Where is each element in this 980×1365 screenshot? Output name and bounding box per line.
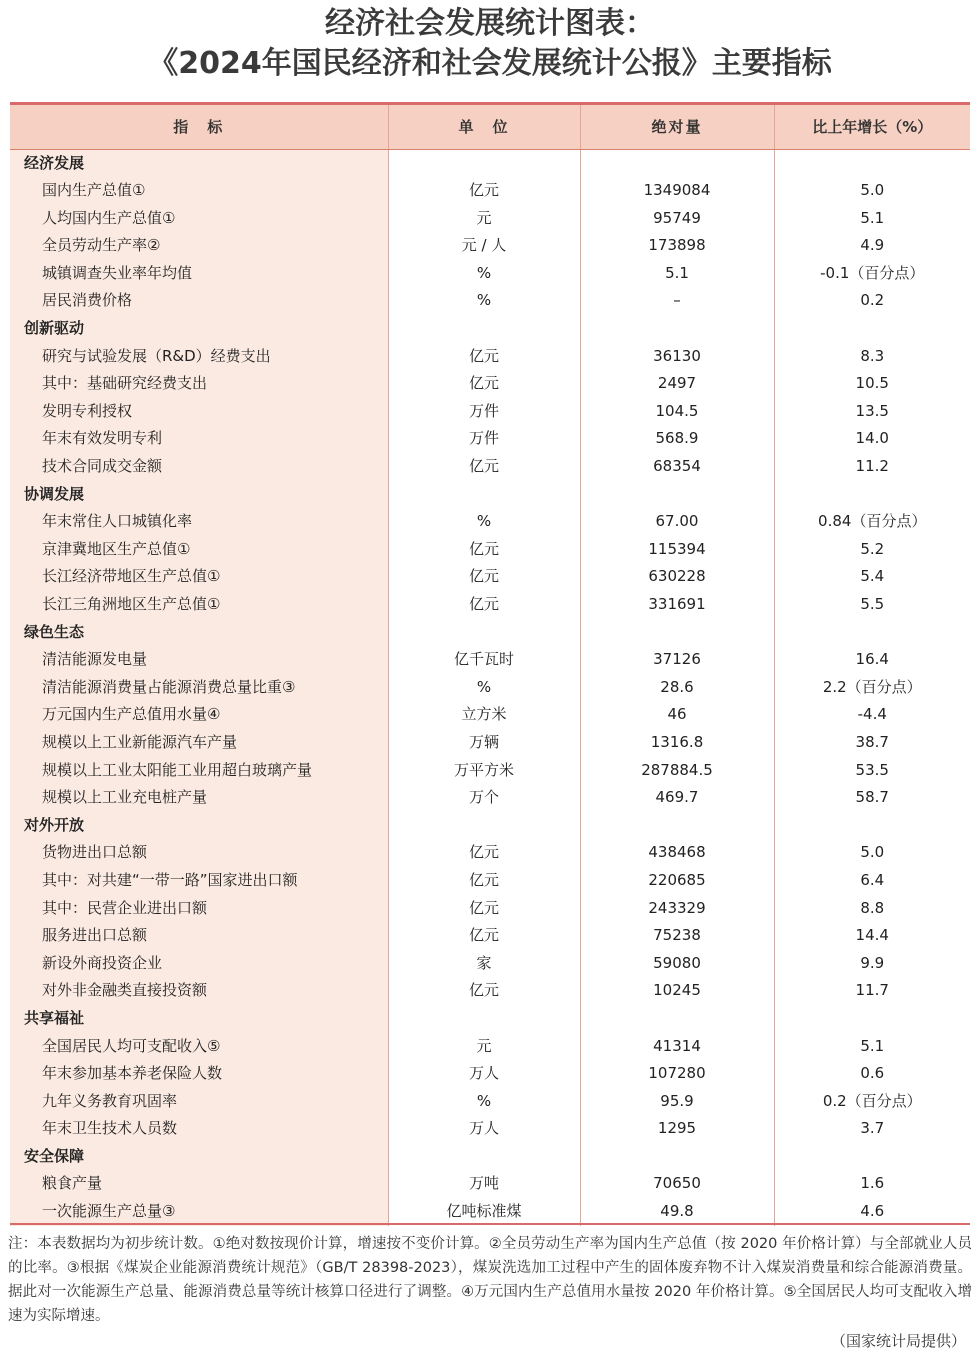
growth-cell: 10.5	[855, 374, 889, 393]
absolute-value-cell: 36130	[580, 343, 774, 371]
unit-cell: 亿元	[388, 867, 580, 895]
table-row	[10, 674, 970, 702]
absolute-value-cell: 115394	[580, 536, 774, 564]
section-row	[10, 149, 970, 177]
indicator-cell: 对外非金融类直接投资额	[10, 977, 388, 1005]
bottom-rule	[10, 1223, 970, 1225]
unit-cell: 万件	[388, 398, 580, 426]
indicator-cell: 规模以上工业太阳能工业用超白玻璃产量	[10, 757, 388, 785]
indicator-cell: 清洁能源发电量	[10, 646, 388, 674]
growth-cell: 8.8	[860, 898, 885, 917]
absolute-value-cell: 568.9	[580, 425, 774, 453]
table-row	[10, 1060, 970, 1088]
growth-cell: 0.84（百分点）	[818, 512, 927, 531]
unit-cell: 万人	[388, 1060, 580, 1088]
table-row	[10, 977, 970, 1005]
indicator-cell: 国内生产总值①	[10, 177, 388, 205]
section-row	[10, 1143, 970, 1171]
growth-cell: 38.7	[855, 732, 889, 751]
absolute-value-cell: 46	[580, 701, 774, 729]
growth-cell: 0.2	[860, 291, 885, 310]
table-body	[10, 149, 970, 1226]
growth-cell: 58.7	[855, 788, 889, 807]
indicator-cell: 清洁能源消费量占能源消费总量比重③	[10, 674, 388, 702]
table-row	[10, 729, 970, 757]
indicator-cell: 服务进出口总额	[10, 922, 388, 950]
absolute-value-cell: 95.9	[580, 1088, 774, 1116]
indicator-cell: 规模以上工业充电桩产量	[10, 784, 388, 812]
indicator-cell: 年末卫生技术人员数	[10, 1115, 388, 1143]
absolute-value-cell: 1295	[580, 1115, 774, 1143]
growth-cell: 14.0	[855, 429, 889, 448]
indicator-cell: 年末常住人口城镇化率	[10, 508, 388, 536]
indicator-cell: 全国居民人均可支配收入⑤	[10, 1033, 388, 1061]
table-row	[10, 922, 970, 950]
section-row	[10, 481, 970, 509]
indicator-cell: 居民消费价格	[10, 287, 388, 315]
indicator-cell: 一次能源生产总量③	[10, 1198, 388, 1226]
indicator-cell: 长江经济带地区生产总值①	[10, 563, 388, 591]
absolute-value-cell: –	[580, 287, 774, 315]
indicator-cell: 技术合同成交金额	[10, 453, 388, 481]
unit-cell: 亿元	[388, 177, 580, 205]
unit-cell: %	[388, 508, 580, 536]
growth-cell: 3.7	[860, 1119, 885, 1138]
indicator-cell: 长江三角洲地区生产总值①	[10, 591, 388, 619]
unit-cell: 万件	[388, 425, 580, 453]
unit-cell: 万吨	[388, 1170, 580, 1198]
absolute-value-cell: 469.7	[580, 784, 774, 812]
growth-cell: 2.2（百分点）	[822, 677, 922, 696]
indicator-cell: 京津冀地区生产总值①	[10, 536, 388, 564]
growth-cell: 5.0	[860, 181, 885, 200]
section-title: 安全保障	[10, 1143, 388, 1171]
unit-cell: 亿吨标准煤	[388, 1198, 580, 1226]
table-row	[10, 867, 970, 895]
indicator-cell: 九年义务教育巩固率	[10, 1088, 388, 1116]
absolute-value-cell: 287884.5	[580, 757, 774, 785]
section-title: 协调发展	[10, 481, 388, 509]
indicator-cell: 粮食产量	[10, 1170, 388, 1198]
table-row	[10, 646, 970, 674]
table-row	[10, 205, 970, 233]
unit-cell: 万平方米	[388, 757, 580, 785]
growth-cell: 6.4	[860, 870, 885, 889]
table-row	[10, 398, 970, 426]
table-row	[10, 1115, 970, 1143]
table-row	[10, 563, 970, 591]
section-title: 创新驱动	[10, 315, 388, 343]
header-unit: 单 位	[388, 105, 580, 149]
unit-cell: 元 / 人	[388, 232, 580, 260]
absolute-value-cell: 49.8	[580, 1198, 774, 1226]
growth-cell: -0.1（百分点）	[820, 263, 925, 282]
unit-cell: 亿元	[388, 977, 580, 1005]
indicator-cell: 货物进出口总额	[10, 839, 388, 867]
growth-cell: 5.1	[860, 1036, 885, 1055]
table-row	[10, 536, 970, 564]
unit-cell: 亿元	[388, 922, 580, 950]
unit-cell: 亿元	[388, 895, 580, 923]
absolute-value-cell: 331691	[580, 591, 774, 619]
table-row	[10, 177, 970, 205]
table-row	[10, 453, 970, 481]
header-growth: 比上年增长（%）	[774, 105, 970, 149]
table-row	[10, 343, 970, 371]
indicator-cell: 万元国内生产总值用水量④	[10, 701, 388, 729]
indicator-cell: 年末有效发明专利	[10, 425, 388, 453]
page-title: 经济社会发展统计图表：	[325, 6, 655, 41]
growth-cell: 13.5	[855, 401, 889, 420]
growth-cell: 5.1	[860, 208, 885, 227]
indicator-cell: 其中：对共建“一带一路”国家进出口额	[10, 867, 388, 895]
indicator-cell: 城镇调查失业率年均值	[10, 260, 388, 288]
growth-cell: 0.6	[860, 1064, 885, 1083]
table-row	[10, 591, 970, 619]
indicator-cell: 年末参加基本养老保险人数	[10, 1060, 388, 1088]
table-row	[10, 1088, 970, 1116]
unit-cell: 万人	[388, 1115, 580, 1143]
absolute-value-cell: 1316.8	[580, 729, 774, 757]
unit-cell: 万辆	[388, 729, 580, 757]
absolute-value-cell: 220685	[580, 867, 774, 895]
unit-cell: 立方米	[388, 701, 580, 729]
unit-cell: 亿千瓦时	[388, 646, 580, 674]
growth-cell: 9.9	[860, 953, 885, 972]
absolute-value-cell: 59080	[580, 950, 774, 978]
page-subtitle: 《2024年国民经济和社会发展统计公报》主要指标	[148, 46, 832, 81]
indicator-cell: 新设外商投资企业	[10, 950, 388, 978]
indicator-cell: 全员劳动生产率②	[10, 232, 388, 260]
indicator-cell: 人均国内生产总值①	[10, 205, 388, 233]
section-title: 绿色生态	[10, 619, 388, 647]
title-block	[0, 4, 980, 84]
growth-cell: 4.9	[860, 236, 885, 255]
growth-cell: 16.4	[855, 650, 889, 669]
absolute-value-cell: 28.6	[580, 674, 774, 702]
header-indicator: 指 标	[10, 105, 388, 149]
absolute-value-cell: 75238	[580, 922, 774, 950]
absolute-value-cell: 243329	[580, 895, 774, 923]
unit-cell: %	[388, 674, 580, 702]
section-row	[10, 619, 970, 647]
absolute-value-cell: 37126	[580, 646, 774, 674]
section-title: 对外开放	[10, 812, 388, 840]
absolute-value-cell: 1349084	[580, 177, 774, 205]
absolute-value-cell: 438468	[580, 839, 774, 867]
unit-cell: 万个	[388, 784, 580, 812]
unit-cell: %	[388, 260, 580, 288]
table-row	[10, 701, 970, 729]
section-row	[10, 315, 970, 343]
unit-cell: 亿元	[388, 563, 580, 591]
table-row	[10, 784, 970, 812]
table-row	[10, 260, 970, 288]
section-row	[10, 812, 970, 840]
indicator-cell: 研究与试验发展（R&D）经费支出	[10, 343, 388, 371]
growth-cell: 1.6	[860, 1174, 885, 1193]
table-row	[10, 287, 970, 315]
indicators-table	[10, 105, 970, 1226]
growth-cell: 5.4	[860, 567, 885, 586]
table-row	[10, 950, 970, 978]
absolute-value-cell: 107280	[580, 1060, 774, 1088]
unit-cell: 家	[388, 950, 580, 978]
growth-cell: 4.6	[860, 1202, 885, 1221]
absolute-value-cell: 95749	[580, 205, 774, 233]
table-row	[10, 370, 970, 398]
absolute-value-cell: 68354	[580, 453, 774, 481]
growth-cell: 11.7	[855, 981, 889, 1000]
indicator-cell: 其中：基础研究经费支出	[10, 370, 388, 398]
absolute-value-cell: 70650	[580, 1170, 774, 1198]
table-row	[10, 1170, 970, 1198]
unit-cell: 元	[388, 1033, 580, 1061]
absolute-value-cell: 41314	[580, 1033, 774, 1061]
absolute-value-cell: 104.5	[580, 398, 774, 426]
indicator-cell: 其中：民营企业进出口额	[10, 895, 388, 923]
growth-cell: 53.5	[855, 760, 889, 779]
absolute-value-cell: 10245	[580, 977, 774, 1005]
unit-cell: %	[388, 287, 580, 315]
growth-cell: 11.2	[855, 457, 889, 476]
growth-cell: 5.2	[860, 539, 885, 558]
footnote: 注：本表数据均为初步统计数。①绝对数按现价计算，增速按不变价计算。②全员劳动生产率为国内生产总值（按 2020 年价格计算）与全部就业人员的比率。③根据《煤炭企业能源消费统计规范》（GB/T 28398-2023），煤炭洗选加工过程中产生的固体废弃物不计入煤炭消费量和综合能源消费量。据此对一次能源生产总量、能源消费总量等统计核算口径进行了调整。④万元国内生产总值用水量按 2020 年价格计算。⑤全国居民人均可支配收入增速为实际增速。	[8, 1236, 972, 1324]
unit-cell: %	[388, 1088, 580, 1116]
indicator-cell: 规模以上工业新能源汽车产量	[10, 729, 388, 757]
table-row	[10, 425, 970, 453]
unit-cell: 亿元	[388, 839, 580, 867]
growth-cell: 8.3	[860, 346, 885, 365]
indicator-cell: 发明专利授权	[10, 398, 388, 426]
table-row	[10, 895, 970, 923]
table-header-row	[10, 105, 970, 149]
absolute-value-cell: 2497	[580, 370, 774, 398]
absolute-value-cell: 173898	[580, 232, 774, 260]
absolute-value-cell: 630228	[580, 563, 774, 591]
table-row	[10, 1198, 970, 1226]
header-absolute: 绝对量	[580, 105, 774, 149]
section-row	[10, 1005, 970, 1033]
unit-cell: 亿元	[388, 370, 580, 398]
absolute-value-cell: 67.00	[580, 508, 774, 536]
unit-cell: 元	[388, 205, 580, 233]
section-title: 共享福祉	[10, 1005, 388, 1033]
table-row	[10, 839, 970, 867]
unit-cell: 亿元	[388, 453, 580, 481]
growth-cell: 5.0	[860, 843, 885, 862]
table-row	[10, 232, 970, 260]
unit-cell: 亿元	[388, 343, 580, 371]
growth-cell: 14.4	[855, 926, 889, 945]
section-title: 经济发展	[10, 149, 388, 177]
table-row	[10, 757, 970, 785]
table-row	[10, 508, 970, 536]
unit-cell: 亿元	[388, 536, 580, 564]
growth-cell: -4.4	[857, 705, 887, 724]
table-row	[10, 1033, 970, 1061]
growth-cell: 5.5	[860, 595, 885, 613]
unit-cell: 亿元	[388, 591, 580, 619]
growth-cell: 0.2（百分点）	[822, 1091, 922, 1110]
absolute-value-cell: 5.1	[580, 260, 774, 288]
source-credit: （国家统计局提供）	[830, 1332, 966, 1350]
